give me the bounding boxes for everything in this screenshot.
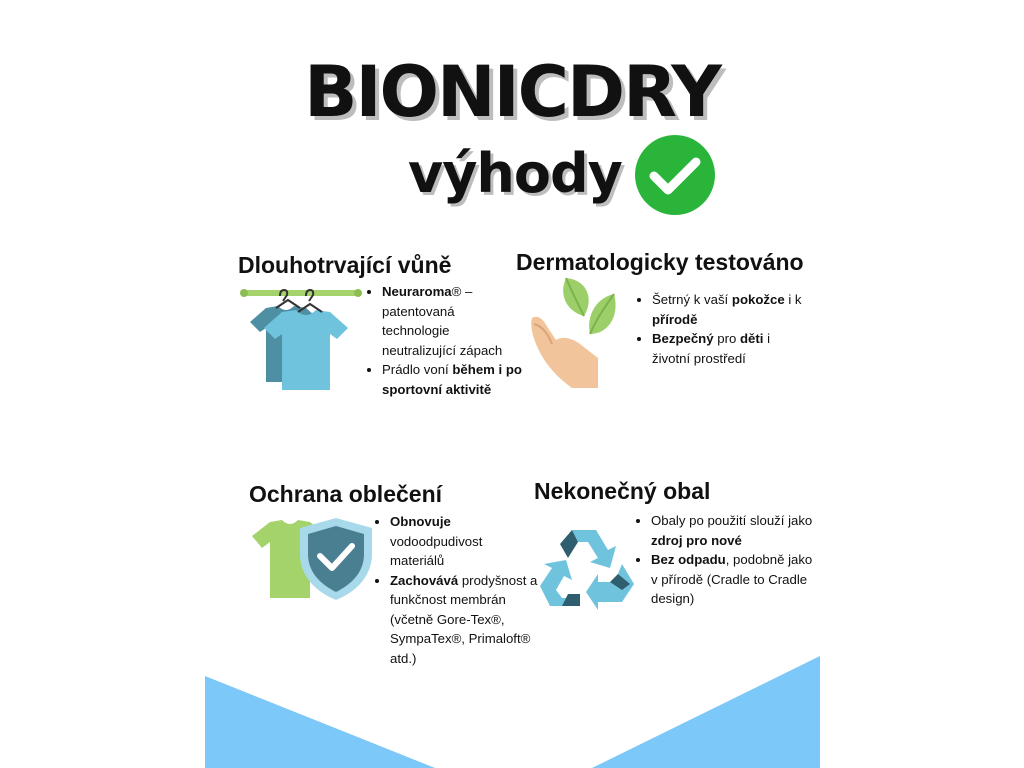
emphasis-text: Obnovuje xyxy=(390,514,451,529)
feature-item: • Bezpečný pro děti i životní prostředí xyxy=(652,329,802,368)
feature-list-scent xyxy=(368,282,522,399)
feature-list-packaging xyxy=(637,511,821,609)
page-title: BIONICDRY xyxy=(304,51,720,133)
recycle-icon xyxy=(538,524,634,614)
emphasis-text: děti xyxy=(739,331,764,346)
tshirts-on-hanger-icon xyxy=(236,284,366,394)
tshirt-shield-icon xyxy=(250,514,374,604)
decor-triangle-right xyxy=(592,656,820,768)
emphasis-text: Bez odpadu xyxy=(651,552,726,567)
feature-list-derma xyxy=(638,290,802,368)
feature-list-protection xyxy=(376,512,540,668)
feature-item: • Bez odpadu, podobně jako v přírodě (Cradle to Cradle design) xyxy=(651,550,821,609)
emphasis-text: pokožce xyxy=(731,292,785,307)
page-subtitle: výhody xyxy=(408,142,622,205)
emphasis-text: během i po sportovní aktivitě xyxy=(382,362,522,397)
emphasis-text: Zachovává xyxy=(390,572,459,588)
check-circle-icon xyxy=(634,134,716,216)
feature-item: • Obaly po použití slouží jako zdroj pro nové xyxy=(651,511,821,550)
feature-heading-packaging: Nekonečný obal xyxy=(534,478,711,504)
decor-triangle-left xyxy=(205,676,435,768)
feature-item: • Neuraroma® – patentovaná technologie neutralizující zápach xyxy=(382,282,522,360)
emphasis-text: zdroj pro nové xyxy=(651,532,742,548)
feature-heading-scent: Dlouhotrvající vůně xyxy=(238,252,452,278)
feature-heading-derma: Dermatologicky testováno xyxy=(516,249,804,275)
feature-item: • Prádlo voní během i po sportovní aktivitě xyxy=(382,360,522,399)
emphasis-text: Bezpečný xyxy=(652,331,714,346)
emphasis-text: přírodě xyxy=(652,311,698,327)
emphasis-text: Neuraroma xyxy=(382,284,452,299)
feature-heading-protection: Ochrana oblečení xyxy=(249,481,443,507)
hand-with-leaves-icon xyxy=(528,274,620,390)
feature-item: • Obnovuje vodoodpudivost materiálů xyxy=(390,512,540,571)
feature-item: • Šetrný k vaší pokožce i k přírodě xyxy=(652,290,802,329)
feature-item: • Zachovává prodyšnost a funkčnost membrán (včetně Gore-Tex®, SympaTex®, Primaloft® atd.) xyxy=(390,571,540,669)
